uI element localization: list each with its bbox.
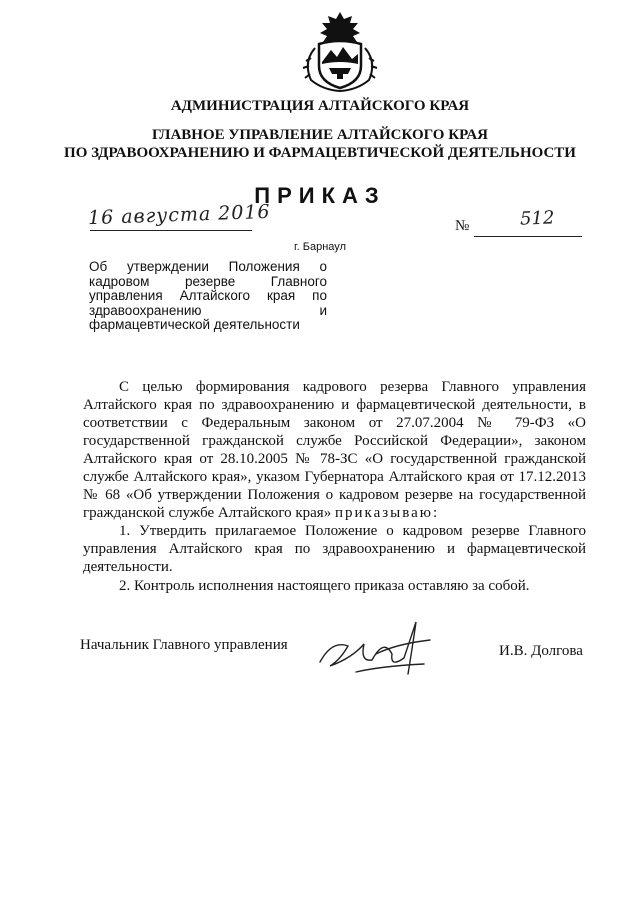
document-number: 512	[519, 207, 555, 230]
document-date: 16 августа 2016	[87, 200, 271, 230]
signatory-position: Начальник Главного управления	[80, 637, 288, 653]
preamble-text: С целью формирования кадрового резерва Главного управления Алтайского края по здравоохранению и фармацевтической деятельности, в соответствии с Федеральным законом от 27.07.2004 № 79-ФЗ «О государственной гражданской службе Российской Федерации», законом Алтайского края от 28.10.2005 № 78-ЗС «О государственной гражданской службе Алтайского края», указом Губернатора Алтайского края от 17.12.2013 № 68 «Об утверждении Положения о кадровом резерве на государственной гражданской службе Алтайского края»	[83, 379, 586, 521]
order-item-1: 1. Утвердить прилагаемое Положение о кадровом резерве Главного управления Алтайского края по здравоохранению и фармацевтической деятельности.	[83, 523, 586, 575]
administration-title: АДМИНИСТРАЦИЯ АЛТАЙСКОГО КРАЯ	[170, 98, 470, 114]
department-line-1: ГЛАВНОЕ УПРАВЛЕНИЕ АЛТАЙСКОГО КРАЯ	[152, 127, 488, 143]
document-subject: Об утверждении Положения о кадровом резерве Главного управления Алтайского края по здравоохранению и фармацевтической деятельности	[89, 259, 327, 332]
document-type: ПРИКАЗ	[254, 183, 386, 208]
coat-of-arms-icon	[297, 10, 383, 92]
order-item-2: 2. Контроль исполнения настоящего приказа оставляю за собой.	[119, 578, 530, 594]
number-label: №	[455, 218, 470, 234]
signatory-name: И.В. Долгова	[499, 643, 583, 659]
handwritten-signature	[312, 614, 442, 684]
preamble-paragraph	[83, 378, 586, 522]
date-underline	[90, 230, 252, 231]
document-city: г. Барнаул	[294, 241, 346, 253]
order-word: приказываю:	[334, 505, 440, 521]
number-underline	[474, 236, 582, 237]
department-line-2: ПО ЗДРАВООХРАНЕНИЮ И ФАРМАЦЕВТИЧЕСКОЙ ДЕЯТЕЛЬНОСТИ	[64, 145, 576, 161]
